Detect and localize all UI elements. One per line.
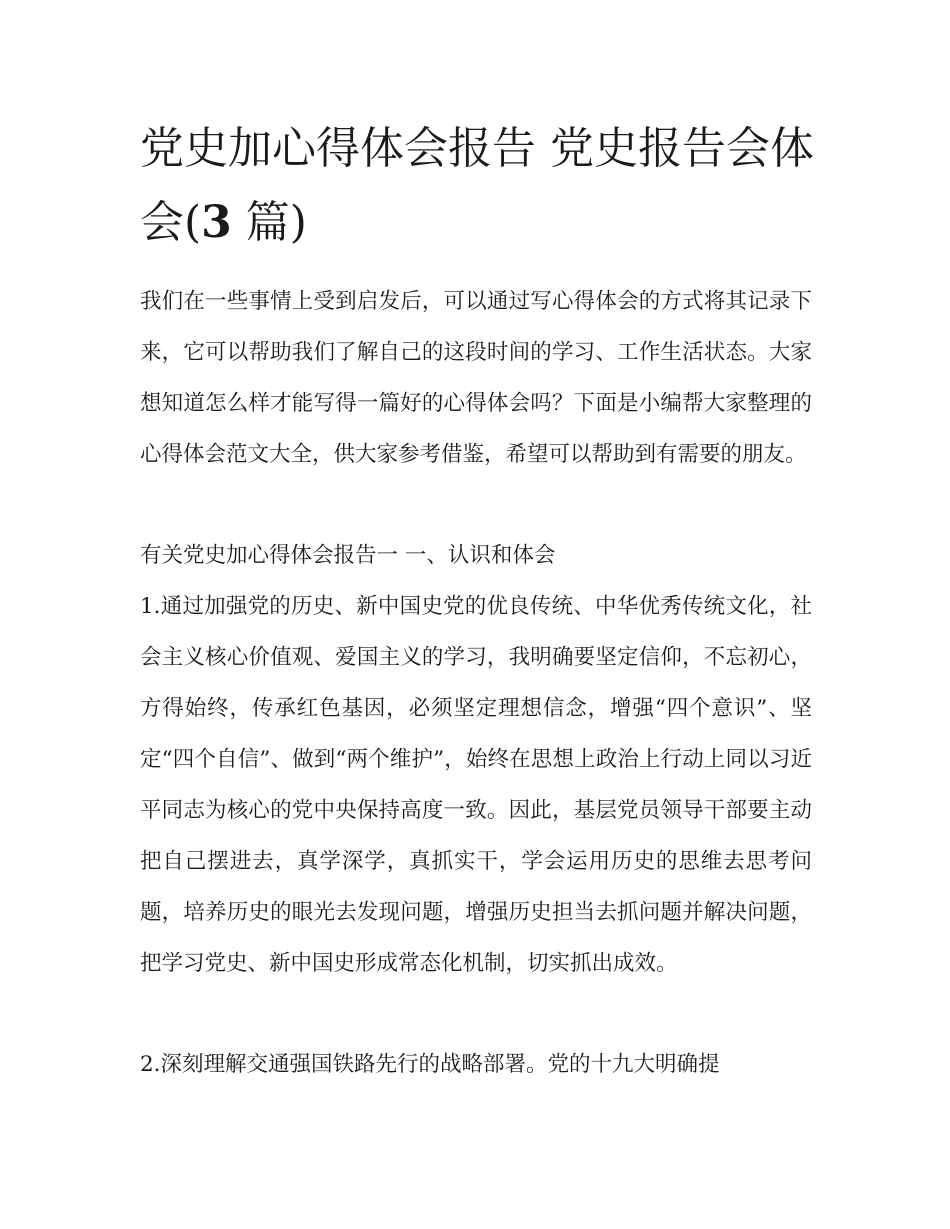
list-item-1: 1.通过加强党的历史、新中国史党的优良传统、中华优秀传统文化，社会主义核心价值观、爱国主义的学习，我明确要坚定信仰，不忘初心，方得始终，传承红色基因，必须坚定理想信念，增强“四个意识”、坚定“四个自信”、做到“两个维护”，始终在思想上政治上行动上同以习近平同志为核心的党中央保持高度一致。因此，基层党员领导干部要主动把自己摆进去，真学深学，真抓实干，学会运用历史的思维去思考问题，培养历史的眼光去发现问题，增强历史担当去抓问题并解决问题，把学习党史、新中国史形成常态化机制，切实抓出成效。 xyxy=(140,594,812,976)
document-title xyxy=(140,112,820,260)
title-text-part2: 篇) xyxy=(231,197,307,248)
title-number: 3 xyxy=(201,197,232,248)
section-subheading: 有关党史加心得体会报告一 一、认识和体会 xyxy=(140,543,556,568)
title-text-part1: 党史加心得体会报告 党史报告会体会( xyxy=(140,123,814,248)
list-item-2: 2.深刻理解交通强国铁路先行的战略部署。党的十九大明确提 xyxy=(140,1052,720,1077)
intro-paragraph: 我们在一些事情上受到启发后，可以通过写心得体会的方式将其记录下来，它可以帮助我们了解自己的这段时间的学习、工作生活状态。大家想知道怎么样才能写得一篇好的心得体会吗？下面是小编帮大家整理的心得体会范文大全，供大家参考借鉴，希望可以帮助到有需要的朋友。 xyxy=(140,289,812,467)
